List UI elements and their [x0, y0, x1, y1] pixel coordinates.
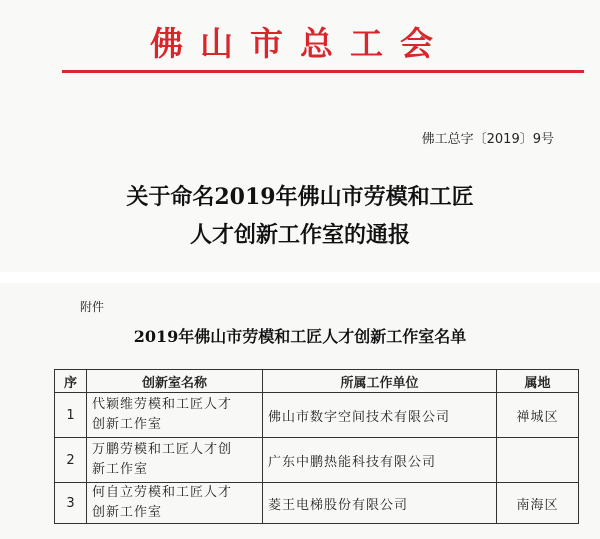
notice-title-line-1: 关于命名2019年佛山市劳模和工匠 [126, 184, 474, 210]
district [497, 438, 579, 483]
studio-name-line-2: 创新工作室 [92, 505, 163, 520]
studio-name-line-1: 何自立劳模和工匠人才 [92, 485, 233, 500]
studio-name-line-1: 代颖维劳模和工匠人才 [92, 397, 233, 412]
red-header-line [62, 70, 584, 73]
table-row [55, 483, 579, 524]
document-number: 佛工总字〔2019〕9号 [421, 132, 554, 147]
header-number: 序 [55, 370, 87, 393]
table-row [55, 438, 579, 483]
work-unit: 佛山市数字空间技术有限公司 [263, 393, 497, 438]
work-unit: 菱王电梯股份有限公司 [263, 483, 497, 524]
table-header-row [55, 370, 579, 393]
attachment-label: 附件 [80, 300, 105, 314]
row-number: 2 [55, 438, 87, 483]
notice-title-line-2: 人才创新工作室的通报 [189, 222, 410, 248]
studio-name [87, 393, 263, 438]
district: 南海区 [497, 483, 579, 524]
list-title: 2019年佛山市劳模和工匠人才创新工作室名单 [133, 327, 467, 346]
table-row [55, 393, 579, 438]
issuing-organization: 佛山市总工会 [150, 24, 450, 63]
header-studio-name: 创新室名称 [87, 370, 263, 393]
studio-name [87, 438, 263, 483]
work-unit: 广东中鹏热能科技有限公司 [263, 438, 497, 483]
studio-name-line-2: 创新工作室 [92, 417, 163, 432]
studio-list-table [54, 369, 579, 524]
row-number: 1 [55, 393, 87, 438]
page-gap [0, 272, 600, 283]
row-number: 3 [55, 483, 87, 524]
district: 禅城区 [497, 393, 579, 438]
header-district: 属地 [497, 370, 579, 393]
studio-name-line-2: 新工作室 [92, 462, 149, 477]
studio-name [87, 483, 263, 524]
studio-name-line-1: 万鹏劳模和工匠人才创 [92, 442, 233, 457]
header-work-unit: 所属工作单位 [263, 370, 497, 393]
